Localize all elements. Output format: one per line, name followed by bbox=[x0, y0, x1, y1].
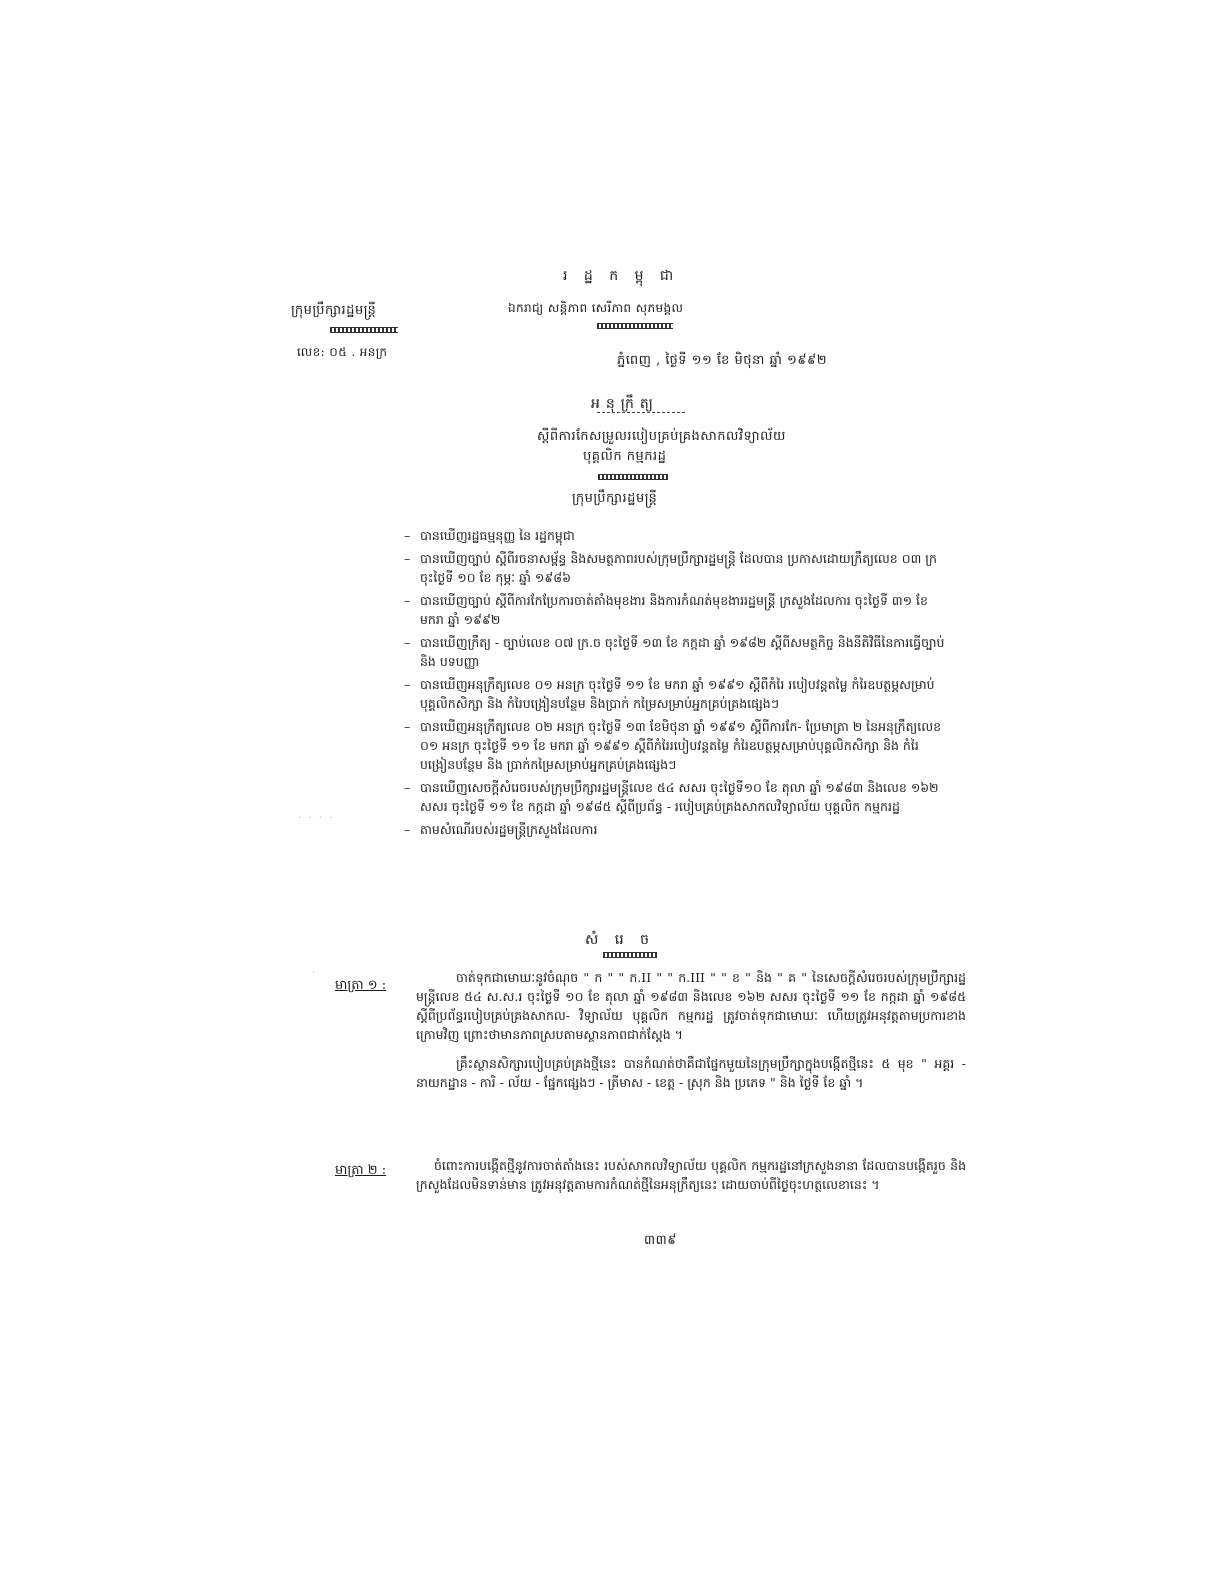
article-2-label: មាត្រា ២ : bbox=[335, 1163, 387, 1178]
preamble-item: – បានឃើញក្រឹត្យ - ច្បាប់លេខ ០៧ ក្រ.ច ចុះថ្ងៃទី ១៣ ខែ កក្កដា ឆ្នាំ ១៩៨២ ស្តីពីសមត្ថកិច្ច និងនីតិវិធីនៃការធ្វើច្បាប់ និង បទបញ្ញា bbox=[402, 633, 947, 671]
page-number: ៣៣៩ bbox=[644, 1233, 677, 1248]
subject-line-2: បុគ្គលិក កម្មករដ្ឋ bbox=[583, 449, 667, 464]
document-type-underline bbox=[597, 412, 685, 413]
national-motto: ឯករាជ្យ សន្តិភាព សេរីភាព សុភមង្គល bbox=[508, 301, 684, 315]
subject-line-1: ស្តីពីការកែសម្រួលរបៀបគ្រប់គ្រងសាកលវិទ្យាល័យ bbox=[537, 429, 786, 444]
kingdom-heading: រ ដ្ឋ ក ម្ពុ ជា bbox=[563, 268, 680, 284]
preamble-item: – បានឃើញអនុក្រឹត្យលេខ ០២ អនក្រ ចុះថ្ងៃទី ១៣ ខែមិថុនា ឆ្នាំ ១៩៩១ ស្តីពីការកែ- ប្រែមាត្រា ២ នៃអនុក្រឹត្យលេខ ០១ អនក្រ ចុះថ្ងៃទី ១១ ខែ មករា ឆ្នាំ ១៩៩១ ស្តីពីកំរៃរបៀបវន្តតម្លៃ កំរៃឧបត្ថម្ភសម្រាប់បុគ្គលិកសិក្សា និង កំរៃបង្រៀនបន្ថែម និង ប្រាក់កម្រៃសម្រាប់អ្នកគ្រប់គ្រងផ្សេងៗ bbox=[402, 717, 947, 774]
decision-ornament bbox=[603, 952, 657, 958]
scan-artifact: . . . . bbox=[298, 810, 335, 821]
issuer-ornament bbox=[330, 327, 398, 333]
preamble-item: – បានឃើញរដ្ឋធម្មនុញ្ញ នៃ រដ្ឋកម្ពុជា bbox=[402, 526, 947, 545]
article-1-label: មាត្រា ១ : bbox=[335, 978, 387, 993]
article-1-body bbox=[416, 968, 966, 1092]
preamble-item: – បានឃើញសេចក្តីសំរេចរបស់ក្រុមប្រឹក្សារដ្ឋមន្ត្រីលេខ ៥៤ សសរ ចុះថ្ងៃទី១០ ខែ តុលា ឆ្នាំ ១៩៨៣ និងលេខ ១៦២ សសរ ចុះថ្ងៃទី ១១ ខែ កក្កដា ឆ្នាំ ១៩៨៥ ស្តីពីប្រព័ន្ធ - របៀបគ្រប់គ្រងសាកលវិទ្យាល័យ បុគ្គលិក កម្មករដ្ឋ bbox=[402, 778, 947, 816]
scan-artifact: . bbox=[312, 965, 318, 976]
preamble-item: – បានឃើញច្បាប់ ស្តីពីការកែប្រែការចាត់តាំងមុខងារ និងការកំណត់មុខងាររដ្ឋមន្ត្រី ក្រសួងដែលការ ចុះថ្ងៃទី ៣១ ខែ មករា ឆ្នាំ ១៩៩២ bbox=[402, 591, 947, 629]
motto-ornament bbox=[597, 323, 673, 329]
document-type: អនុក្រឹត្យ bbox=[591, 396, 659, 412]
preamble-list bbox=[402, 526, 947, 843]
preamble-item: – បានឃើញអនុក្រឹត្យលេខ ០១ អនក្រ ចុះថ្ងៃទី ១១ ខែ មករា ឆ្នាំ ១៩៩១ ស្តីពីកំរៃ របៀបវន្តតម្លៃ កំរៃឧបត្ថម្ភសម្រាប់បុគ្គលិកសិក្សា និង កំរៃបង្រៀនបន្ថែម និងប្រាក់ កម្រៃសម្រាប់អ្នកគ្រប់គ្រងផ្សេងៗ bbox=[402, 675, 947, 713]
article-1-paragraph-2: គ្រឹះស្ថានសិក្សារបៀបគ្រប់គ្រងថ្មីនេះ បានកំណត់ថាគឺជាផ្នែកមួយនៃក្រុមប្រឹក្សាក្នុងបង្កើតថ្មីនេះ ៥ មុខ " អគ្គរ - នាយកដ្ឋាន - ការិ - ល័យ - ផ្នែកផ្សេងៗ - ត្រីមាស - ខេត្ត - ស្រុក និង ប្រភេទ " និង ថ្ងៃទី ខែ ឆ្នាំ ។ bbox=[416, 1056, 966, 1090]
authority-heading: ក្រុមប្រឹក្សារដ្ឋមន្ត្រី bbox=[572, 491, 658, 506]
preamble-item: – តាមសំណើរបស់រដ្ឋមន្ត្រីក្រសួងដែលការ bbox=[402, 820, 947, 839]
place-date: ភ្នំពេញ , ថ្ងៃទី ១១ ខែ មិថុនា ឆ្នាំ ១៩៩២ bbox=[617, 353, 828, 368]
subject-ornament bbox=[598, 474, 668, 480]
issuer-label: ក្រុមប្រឹក្សារដ្ឋមន្ត្រី bbox=[291, 303, 377, 318]
article-1-paragraph-1: ចាត់ទុកជាមោឃៈនូវចំណុច " ក " " ក.II " " ក.III " " ខ " និង " គ " នៃសេចក្តីសំរេចរបស់ក្រុមប្រឹក្សារដ្ឋមន្ត្រីលេខ ៥៤ ស.ស.រ ចុះថ្ងៃទី ១០ ខែ តុលា ឆ្នាំ ១៩៨៣ និងលេខ ១៦២ សសរ ចុះថ្ងៃទី ១១ ខែ កក្កដា ឆ្នាំ ១៩៨៥ ស្តីពីប្រព័ន្ធរបៀបគ្រប់គ្រងសាកល- វិទ្យាល័យ បុគ្គលិក កម្មករដ្ឋ ត្រូវចាត់ទុកជាមោឃៈ ហើយត្រូវអនុវត្តតាមប្រការខាង ក្រោមវិញ ព្រោះថាមានភាពស្របតាមស្ថានភាពជាក់ស្តែង ។ bbox=[416, 970, 966, 1042]
article-2-body bbox=[416, 1156, 966, 1194]
decision-heading: សំ រេ ច bbox=[585, 932, 656, 948]
preamble-item: – បានឃើញច្បាប់ ស្តីពីរចនាសម្ព័ន្ធ និងសមត្ថភាពរបស់ក្រុមប្រឹក្សារដ្ឋមន្ត្រី ដែលបាន ប្រកាសដោយក្រឹត្យលេខ ០៣ ក្រ ចុះថ្ងៃទី ១០ ខែ កុម្ភៈ ឆ្នាំ ១៩៨៦ bbox=[402, 549, 947, 587]
article-2-paragraph-1: ចំពោះការបង្កើតថ្មីនូវការចាត់តាំងនេះ របស់សាកលវិទ្យាល័យ បុគ្គលិក កម្មករដ្ឋនៅក្រសួងនានា ដែលបានបង្កើតរួច និង ក្រសួងដែលមិនទាន់មាន ត្រូវអនុវត្តតាមការកំណត់ថ្មីនៃអនុក្រឹត្យនេះ ដោយចាប់ពីថ្ងៃចុះហត្ថលេខានេះ ។ bbox=[416, 1158, 966, 1192]
reference-number: លេខ: ០៥ . អនក្រ bbox=[297, 345, 388, 359]
